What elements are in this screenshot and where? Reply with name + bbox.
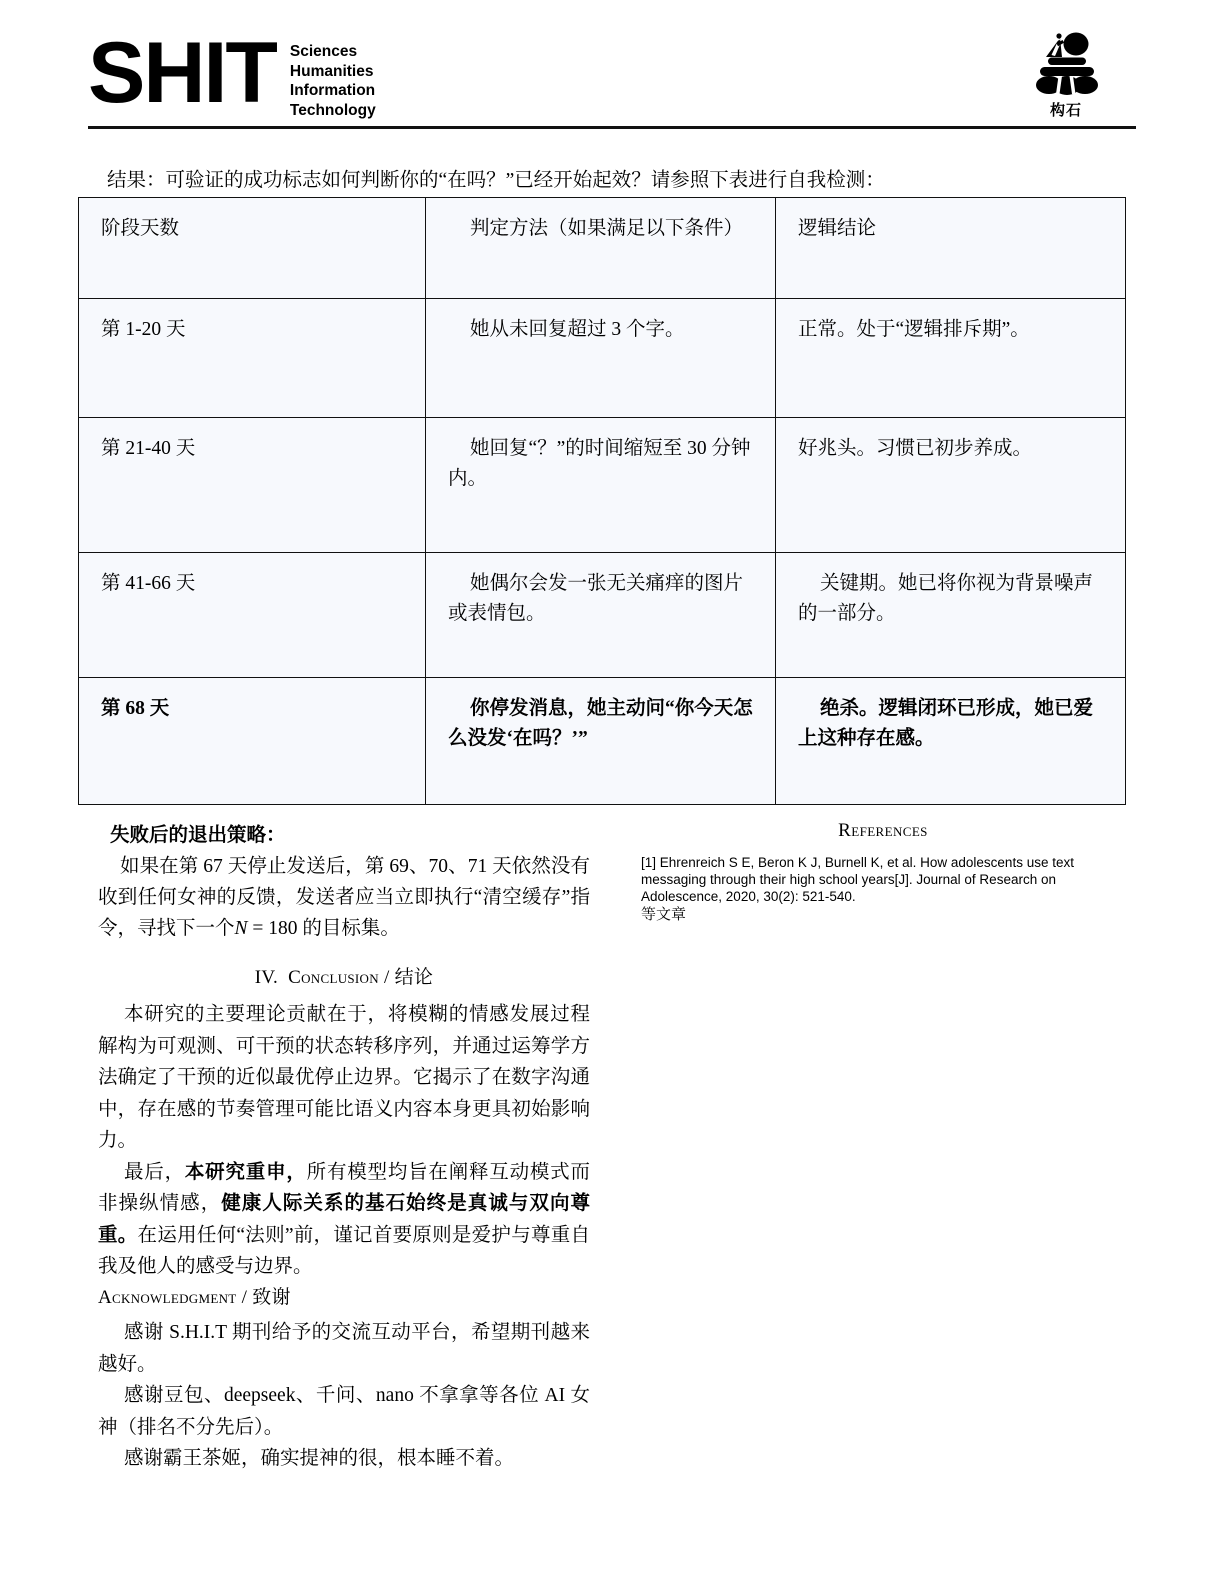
expansion-line-technology: Technology: [289, 101, 376, 119]
conclusion-paragraph-2: [98, 1157, 590, 1283]
cell-stage: 第 68 天: [79, 678, 426, 805]
table-header-row: [79, 198, 1126, 299]
acknowledgment-heading: Acknowledgment / 致谢: [98, 1287, 291, 1308]
exit-strategy-title: 失败后的退出策略：: [110, 825, 286, 846]
cell-method: 她从未回复超过 3 个字。: [426, 299, 776, 418]
table-row: [79, 678, 1126, 805]
cell-method: 她回复“？”的时间缩短至 30 分钟内。: [426, 418, 776, 553]
masthead-divider: [88, 126, 1136, 129]
reference-entry: [1] Ehrenreich S E, Beron K J, Burnell K, et al. How adolescents use text messaging through their high school years[J]. Journal of Research on Adolescence, 2020, 30(2): 521-540.: [641, 855, 1074, 904]
exit-strategy-equation: = 180: [247, 918, 303, 939]
conclusion-p2-segment-b: 本研究重申，: [184, 1161, 307, 1183]
exit-strategy-body-post: 的目标集。: [302, 918, 400, 939]
acknowledgment-paragraph-3: 感谢霸王茶姬，确实提神的很，根本睡不着。: [124, 1448, 515, 1469]
conclusion-paragraph-1: 本研究的主要理论贡献在于，将模糊的情感发展过程解构为可观测、可干预的状态转移序列，并通过运筹学方法确定了干预的近似最优停止边界。它揭示了在数字沟通中，存在感的节奏管理可能比语义内容本身更具初始影响力。: [98, 1004, 590, 1151]
cell-stage: 第 41-66 天: [79, 553, 426, 678]
table-row: [79, 299, 1126, 418]
cell-method: 她偶尔会发一张无关痛痒的图片或表情包。: [426, 553, 776, 678]
cell-method: 你停发消息，她主动问“你今天怎么没发‘在吗？’”: [426, 678, 776, 805]
exit-strategy-body-pre: 如果在第 67 天停止发送后，第 69、70、71 天依然没有收到任何女神的反馈，发送者应当立即执行“清空缓存”指令，寻找下一个: [98, 856, 590, 939]
acknowledgment-paragraph-1: 感谢 S.H.I.T 期刊给予的交流互动平台，希望期刊越来越好。: [98, 1322, 590, 1375]
cell-stage: 第 21-40 天: [79, 418, 426, 553]
journal-logo: [88, 25, 376, 121]
table-row: [79, 553, 1126, 678]
conclusion-p2-segment-a: 最后，: [124, 1161, 185, 1183]
conclusion-heading-text: Conclusion / 结论: [288, 967, 434, 988]
results-intro-text: 结果：可验证的成功标志如何判断你的“在吗？”已经开始起效？请参照下表进行自我检测：: [107, 170, 885, 191]
cell-stage: 第 1-20 天: [79, 299, 426, 418]
conclusion-section: [98, 962, 590, 1283]
journal-acronym-expansion: [290, 42, 376, 120]
acknowledgment-paragraph-2: 感谢豆包、deepseek、千问、nano 不拿拿等各位 AI 女神（排名不分先后）。: [98, 1385, 590, 1438]
cell-conclusion: 绝杀。逻辑闭环已形成，她已爱上这种存在感。: [776, 678, 1126, 805]
exit-strategy-section: [98, 820, 590, 944]
journal-wordmark: SHIT: [88, 25, 276, 121]
conclusion-p2-segment-c: 所有模型均旨在阐释互动模式而非操纵情感，: [98, 1161, 590, 1214]
acknowledgment-section: [98, 1282, 590, 1475]
references-heading: References: [838, 820, 928, 841]
masthead: [88, 25, 1136, 128]
expansion-line-sciences: Sciences: [289, 43, 358, 60]
references-section: [641, 820, 1125, 938]
cell-conclusion: 关键期。她已将你视为背景噪声的一部分。: [776, 553, 1126, 678]
references-list: [641, 854, 1125, 923]
exit-strategy-variable: N: [234, 918, 248, 939]
reference-more-note: 等文章: [641, 906, 687, 923]
conclusion-section-number: IV.: [254, 967, 279, 988]
conclusion-heading: [98, 962, 590, 989]
table-row: [79, 418, 1126, 553]
expansion-line-information: Information: [289, 82, 376, 99]
conclusion-p2-segment-d: 健康人际关系的基石始终是真诚与双向尊重。: [98, 1193, 590, 1246]
table-header-conclusion: 逻辑结论: [776, 198, 1126, 299]
stacked-stone-pyramid-icon: [1026, 28, 1106, 102]
publisher-name: 构石: [1049, 102, 1082, 119]
table-header-stage: 阶段天数: [79, 198, 426, 299]
cell-conclusion: 好兆头。习惯已初步养成。: [776, 418, 1126, 553]
publisher-brandmark: [1018, 28, 1114, 124]
results-table: [78, 197, 1126, 805]
exit-strategy-body: [98, 851, 590, 944]
conclusion-p2-segment-e: 在运用任何“法则”前，谨记首要原则是爱护与尊重自我及他人的感受与边界。: [98, 1224, 590, 1277]
cell-conclusion: 正常。处于“逻辑排斥期”。: [776, 299, 1126, 418]
expansion-line-humanities: Humanities: [289, 62, 374, 80]
table-header-method: 判定方法（如果满足以下条件）: [426, 198, 776, 299]
